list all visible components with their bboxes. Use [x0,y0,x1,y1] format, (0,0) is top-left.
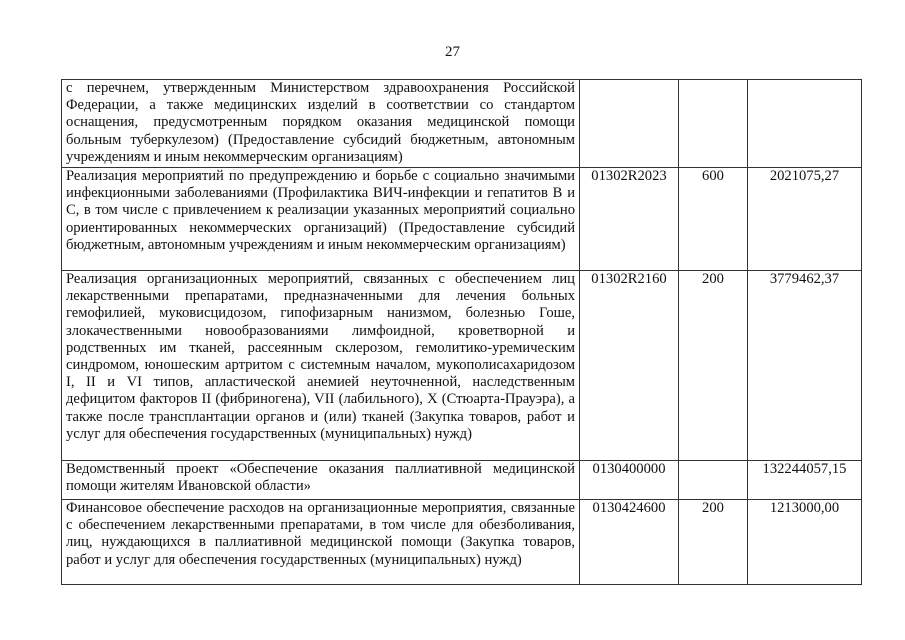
row-amount: 3779462,37 [748,271,862,461]
row-amount [748,80,862,168]
row-expense-type: 200 [679,500,748,585]
row-description: Ведомственный проект «Обеспечение оказания паллиативной медицинской помощи жителям Ивановской области» [62,461,580,500]
table-row [62,500,862,585]
row-description: Реализация организационных мероприятий, связанных с обеспечением лиц лекарственными препаратами, предназначенными для лечения больных гемофилией, муковисцидозом, гипофизарным нанизмом, болезнью Гоше, злокачественными новообразованиями лимфоидной, кроветворной и родственных им тканей, рассеянным склерозом, гемолитико-уремическим синдромом, юношеским артритом с системным началом, мукополисахаридозом I, II и VI типов, апластической анемией неуточненной, наследственным дефицитом факторов II (фибриногена), VII (лабильного), X (Стюарта-Прауэра), а также после трансплантации органов и (или) тканей (Закупка товаров, работ и услуг для обеспечения государственных (муниципальных) нужд) [62,271,580,461]
table-row [62,271,862,461]
page-number: 27 [445,44,460,60]
row-description: с перечнем, утвержденным Министерством здравоохранения Российской Федерации, а также медицинских изделий в соответствии со стандартом оснащения, предусмотренным порядком оказания медицинской помощи больным туберкулезом) (Предоставление субсидий бюджетным, автономным учреждениям и иным некоммерческим организациям) [62,80,580,168]
table-row [62,80,862,168]
row-expense-type [679,80,748,168]
row-expense-type: 600 [679,168,748,271]
row-amount: 1213000,00 [748,500,862,585]
row-amount: 2021075,27 [748,168,862,271]
table-row [62,168,862,271]
row-description: Реализация мероприятий по предупреждению и борьбе с социально значимыми инфекционными заболеваниями (Профилактика ВИЧ-инфекции и гепатитов В и С, в том числе с привлечением к реализации указанных мероприятий социально ориентированных некоммерческих организаций) (Предоставление субсидий бюджетным, автономным учреждениям и иным некоммерческим организациям) [62,168,580,271]
table-row [62,461,862,500]
row-target-code: 0130400000 [580,461,679,500]
row-description: Финансовое обеспечение расходов на организационные мероприятия, связанные с обеспечением лекарственными препаратами, в том числе для обезболивания, лиц, нуждающихся в паллиативной медицинской помощи (Закупка товаров, работ и услуг для обеспечения государственных (муниципальных) нужд) [62,500,580,585]
row-target-code: 01302R2023 [580,168,679,271]
row-amount: 132244057,15 [748,461,862,500]
row-expense-type [679,461,748,500]
budget-table [61,79,862,585]
row-target-code: 0130424600 [580,500,679,585]
row-target-code: 01302R2160 [580,271,679,461]
row-expense-type: 200 [679,271,748,461]
row-target-code [580,80,679,168]
